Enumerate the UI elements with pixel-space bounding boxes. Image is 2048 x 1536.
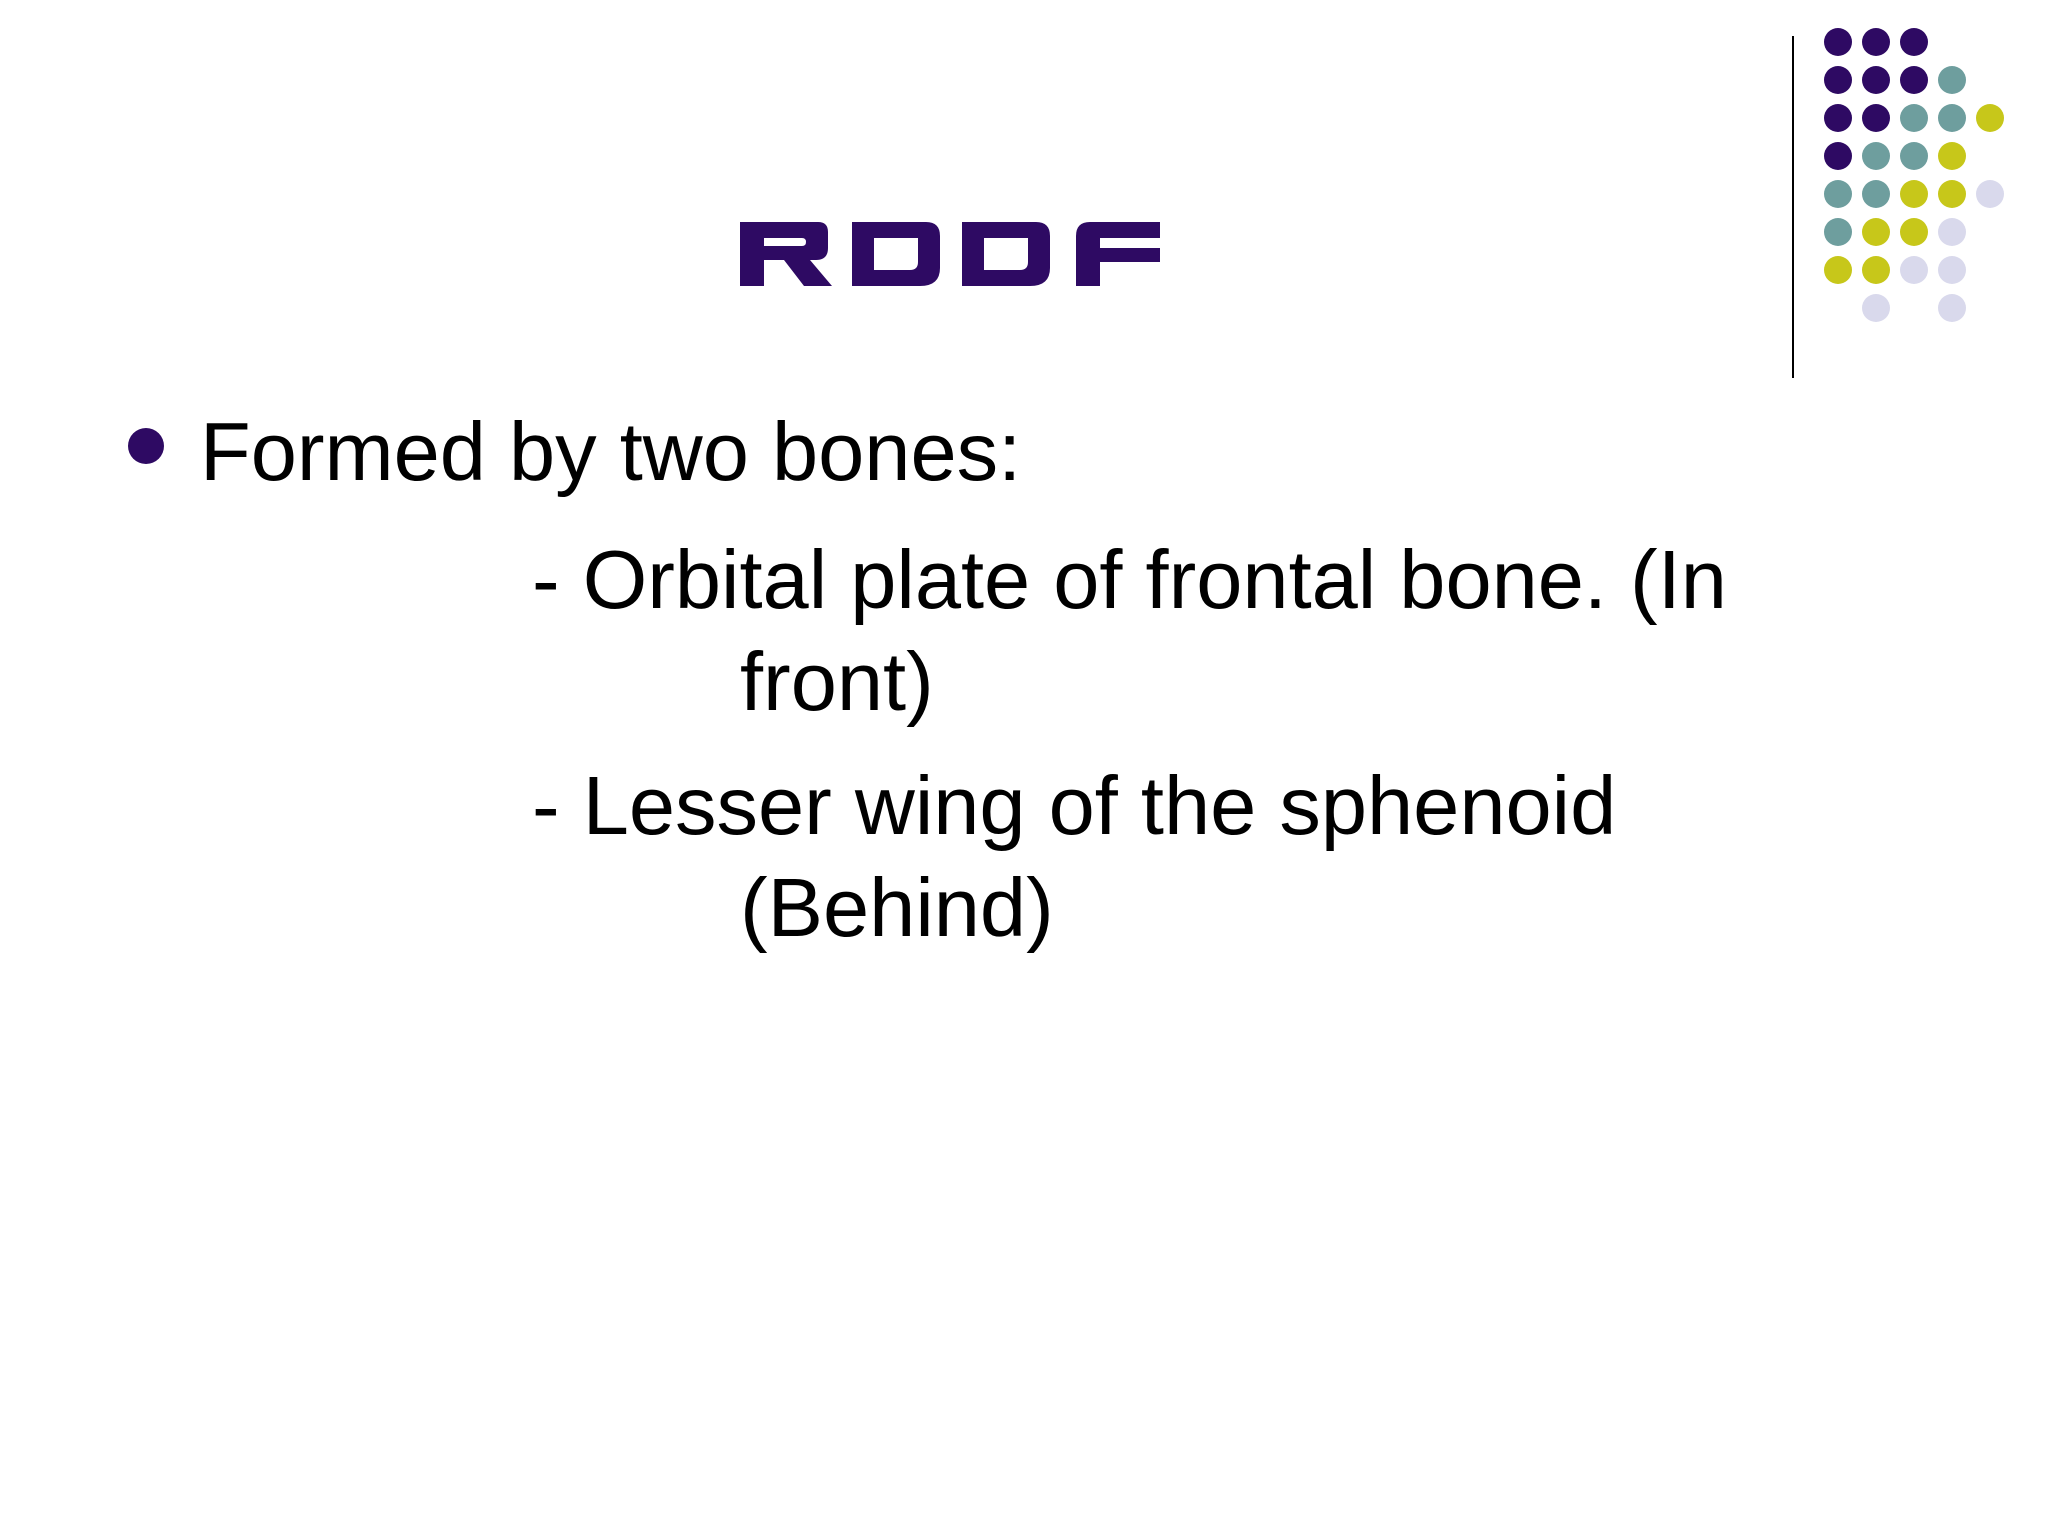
decorative-dot: [1862, 66, 1890, 94]
title-letter-o1: [852, 222, 940, 286]
decorative-dot: [1824, 256, 1852, 284]
decorative-dot: [1900, 66, 1928, 94]
decorative-dot: [1862, 142, 1890, 170]
decorative-dot: [1900, 142, 1928, 170]
decorative-dot: [1976, 104, 2004, 132]
decorative-dot: [1824, 28, 1852, 56]
decorative-dot: [1900, 180, 1928, 208]
decorative-dot: [1938, 104, 1966, 132]
decorative-dot: [1862, 294, 1890, 322]
sub-item-1-line-1: - Orbital plate of frontal bone. (In: [532, 533, 1727, 626]
vertical-divider: [1792, 36, 1794, 378]
slide-title: [740, 218, 1160, 290]
decorative-dot: [1938, 218, 1966, 246]
decorative-dot: [1938, 256, 1966, 284]
title-letter-f: [1076, 222, 1160, 286]
decorative-dot: [1938, 294, 1966, 322]
decorative-dot: [1862, 104, 1890, 132]
sub-item-2-line-2: (Behind): [740, 861, 1054, 954]
decorative-dot: [1824, 104, 1852, 132]
decorative-dot: [1900, 218, 1928, 246]
decorative-dot: [1824, 180, 1852, 208]
decorative-dot: [1900, 256, 1928, 284]
sub-item-1-line-2: front): [740, 635, 934, 728]
decorative-dot: [1900, 104, 1928, 132]
sub-item-2-line-1: - Lesser wing of the sphenoid: [532, 759, 1617, 852]
decorative-dot: [1862, 180, 1890, 208]
title-letter-r: [740, 222, 832, 286]
decorative-dot: [1938, 142, 1966, 170]
decorative-dot: [1900, 28, 1928, 56]
decorative-dot: [1824, 218, 1852, 246]
slide-title-graphic: [740, 218, 1160, 290]
bullet-text: Formed by two bones:: [200, 405, 1022, 498]
decorative-dot: [1862, 28, 1890, 56]
decorative-dot: [1862, 218, 1890, 246]
title-letter-o2: [962, 222, 1050, 286]
decorative-dot: [1976, 180, 2004, 208]
decorative-dot-grid: [1824, 28, 2044, 338]
decorative-dot: [1938, 66, 1966, 94]
decorative-dot: [1824, 142, 1852, 170]
decorative-dot: [1862, 256, 1890, 284]
decorative-dot: [1824, 66, 1852, 94]
bullet-marker: [128, 428, 164, 464]
decorative-dot: [1938, 180, 1966, 208]
